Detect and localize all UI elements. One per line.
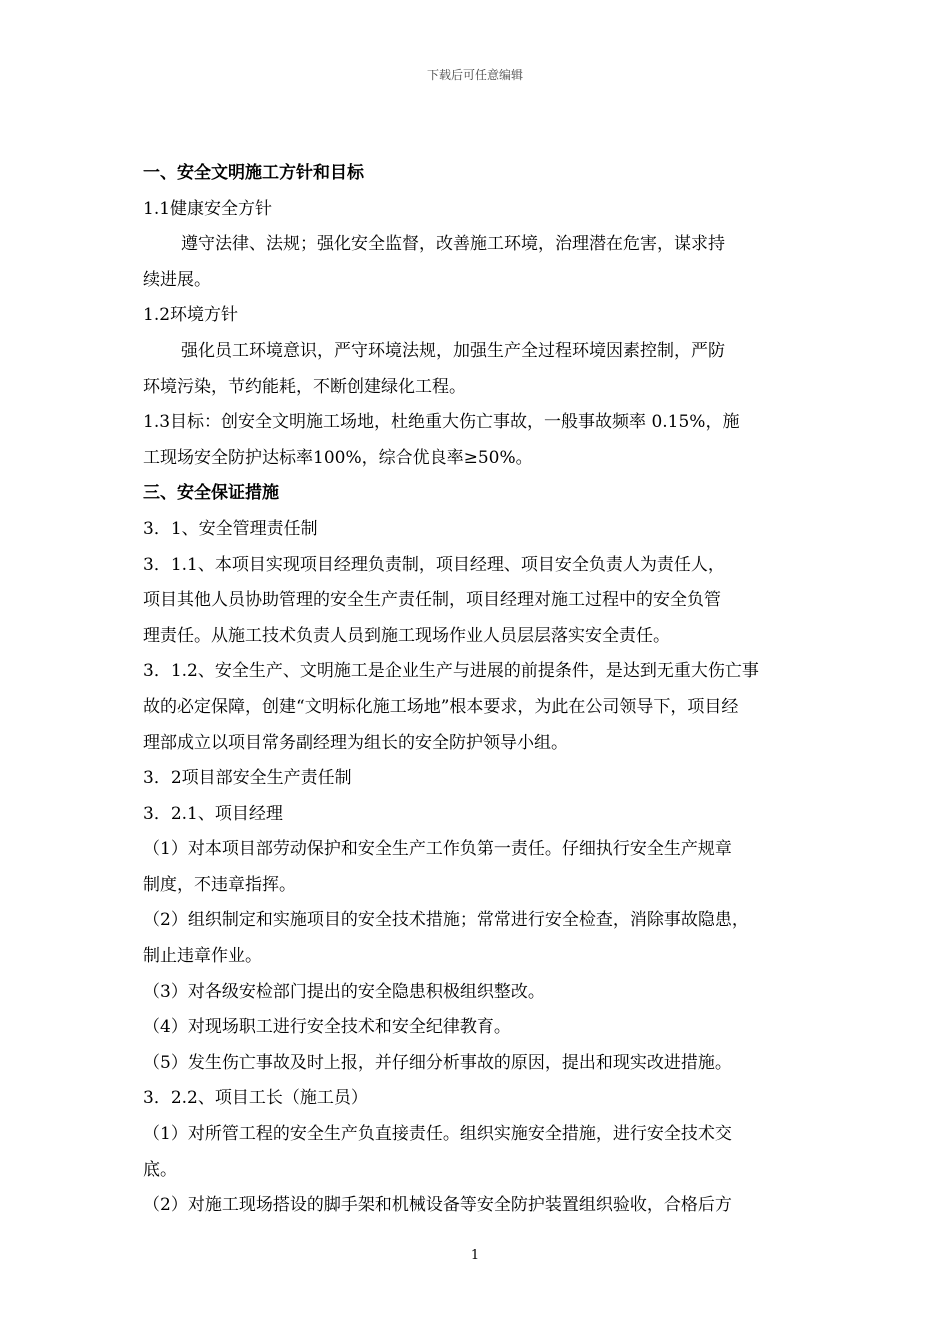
paragraph-line: 环境污染，节约能耗，不断创建绿化工程。 [143, 376, 466, 397]
section-heading: 三、安全保证措施 [143, 483, 279, 504]
paragraph-line: 1.3目标：创安全文明施工场地，杜绝重大伤亡事故，一般事故频率 0.15%，施 [143, 412, 740, 433]
subsection-heading: 3．2.2、项目工长（施工员） [143, 1088, 368, 1109]
paragraph-line: 故的必定保障，创建“文明标化施工场地”根本要求，为此在公司领导下，项目经 [143, 696, 739, 717]
paragraph-line: 3．1.1、本项目实现项目经理负责制，项目经理、项目安全负责人为责任人， [143, 554, 725, 575]
list-item: （2）组织制定和实施项目的安全技术措施；常常进行安全检查，消除事故隐患， [143, 910, 749, 931]
section-heading: 一、安全文明施工方针和目标 [143, 163, 364, 183]
subsection-heading: 1.2环境方针 [143, 305, 239, 326]
list-item: （3）对各级安检部门提出的安全隐患积极组织整改。 [143, 981, 545, 1002]
paragraph-line: 工现场安全防护达标率100%，综合优良率≥50%。 [143, 447, 533, 468]
paragraph-line: 制止违章作业。 [143, 946, 262, 967]
subsection-heading: 1.1健康安全方针 [143, 198, 273, 219]
paragraph-line: 项目其他人员协助管理的安全生产责任制，项目经理对施工过程中的安全负管 [143, 590, 721, 611]
subsection-heading: 3．2项目部安全生产责任制 [143, 768, 352, 789]
paragraph-line: 强化员工环境意识，严守环境法规，加强生产全过程环境因素控制，严防 [181, 340, 725, 361]
paragraph-line: 制度，不违章指挥。 [143, 874, 296, 895]
page-number: 1 [470, 1248, 480, 1263]
subsection-heading: 3．1、安全管理责任制 [143, 518, 318, 539]
list-item: （1）对所管工程的安全生产负直接责任。组织实施安全措施，进行安全技术交 [143, 1124, 732, 1145]
document-body [143, 156, 843, 1224]
paragraph-line: 遵守法律、法规；强化安全监督，改善施工环境，治理潜在危害，谋求持 [181, 234, 725, 255]
subsection-heading: 3．2.1、项目经理 [143, 803, 283, 824]
paragraph-line: 理部成立以项目常务副经理为组长的安全防护领导小组。 [143, 732, 568, 753]
header-note: 下载后可任意编辑 [426, 68, 523, 82]
paragraph-line: 理责任。从施工技术负责人员到施工现场作业人员层层落实安全责任。 [143, 625, 670, 646]
paragraph-line: 3．1.2、安全生产、文明施工是企业生产与进展的前提条件，是达到无重大伤亡事 [143, 661, 759, 682]
list-item: （1）对本项目部劳动保护和安全生产工作负第一责任。仔细执行安全生产规章 [143, 839, 732, 860]
list-item: （5）发生伤亡事故及时上报，并仔细分析事故的原因，提出和现实改进措施。 [143, 1052, 732, 1073]
list-item: （4）对现场职工进行安全技术和安全纪律教育。 [143, 1017, 511, 1038]
paragraph-line: 续进展。 [143, 269, 211, 290]
list-item: （2）对施工现场搭设的脚手架和机械设备等安全防护装置组织验收，合格后方 [143, 1195, 732, 1216]
paragraph-line: 底。 [143, 1159, 177, 1180]
